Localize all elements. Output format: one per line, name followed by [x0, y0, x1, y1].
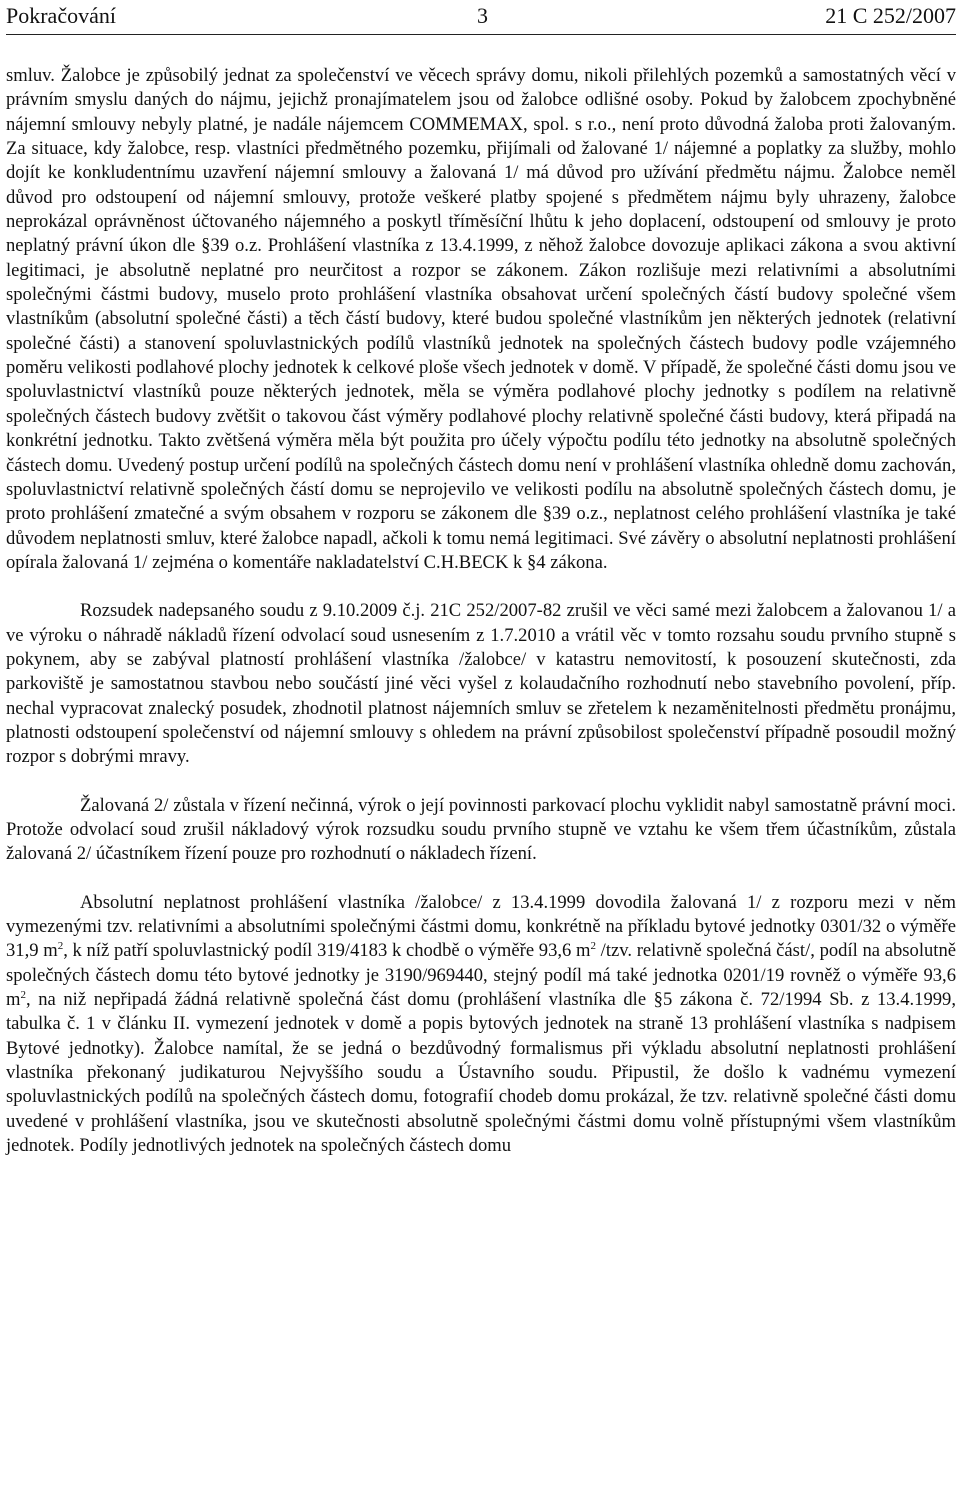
- superscript-2: 2: [590, 940, 596, 953]
- page-header: [6, 0, 956, 40]
- paragraph-spacer: [6, 770, 956, 794]
- paragraph-spacer: [6, 867, 956, 891]
- paragraph-spacer: [6, 575, 956, 599]
- paragraph-4-part-2: , k níž patří spoluvlastnický podíl 319/4183 k chodbě o výměře 93,6 m: [63, 940, 591, 962]
- page-number: 3: [477, 3, 488, 28]
- document-page: [6, 0, 956, 1158]
- case-number: 21 C 252/2007: [825, 3, 956, 28]
- paragraph-4-part-3: /tzv. relativně společná část/, podíl na absolutně společných částech domu této bytové jednotky je 3190/969440, stejný podíl má také jednotka 0201/19 rovněž o výměře 93,6 m: [6, 940, 956, 1011]
- superscript-2: 2: [57, 940, 64, 953]
- paragraph-2: Rozsudek nadepsaného soudu z 9.10.2009 č.j. 21C 252/2007-82 zrušil ve věci samé mezi žalobcem a žalovanou 1/ a ve výroku o náhradě nákladů řízení odvolací soud usnesením z 1.7.2010 a vrátil věc v tomto rozsahu soudu prvního stupně s pokynem, aby se zabýval platností prohlášení vlastníka /žalobce/ v katastru nemovitostí, k posouzení skutečnosti, zda parkoviště je samostatnou stavbou nebo součástí jiné věci vyšel z kolaudačního rozhodnutí nebo stavebního povolení, příp. nechal vypracovat znalecký posudek, zhodnotil platnost nájemních smluv se zřetelem k nezaměnitelnosti předmětu pronájmu, platnosti odstoupení společenství od nájemní smlouvy s ohledem na právní způsobilost společenství případně posoudil možný rozpor s dobrými mravy.: [6, 600, 956, 768]
- header-divider: [6, 34, 956, 35]
- paragraph-4-part-4: , na niž nepřipadá žádná relativně společná část domu (prohlášení vlastníka dle §5 zákona č. 72/1994 Sb. z 13.4.1999, tabulka č. 1 v článku II. vymezení jednotek v domě a popis bytových jednotek na straně 13 prohlášení vlastníka s nadpisem Bytové jednotky). Žalobce namítal, že se jedná o bezdůvodný formalismus při výkladu absolutní neplatnosti prohlášení vlastníka překonaný judikaturou Nejvyššího soudu a Ústavního soudu. Připustil, že došlo k vadnému vymezení spoluvlastnických podílů na společných částech domu, fotografií chodeb domu prokázal, že tzv. relativně společné části domu uvedené v prohlášení vlastníka, jsou ve skutečnosti absolutně společnými částmi domu volně přístupnými všem vlastníkům jednotek. Podíly jednotlivých jednotek na společných částech domu: [6, 989, 956, 1157]
- paragraph-3: Žalovaná 2/ zůstala v řízení nečinná, výrok o její povinnosti parkovací plochu vyklidit nabyl samostatně právní moci. Protože odvolací soud zrušil nákladový výrok rozsudku soudu prvního stupně ve vztahu ke všem třem účastníkům, zůstala žalovaná 2/ účastníkem řízení pouze pro rozhodnutí o nákladech řízení.: [6, 794, 956, 865]
- paragraph-1: smluv. Žalobce je způsobilý jednat za společenství ve věcech správy domu, nikoli přilehlých pozemků a samostatných věcí v právním smyslu daných do nájmu, jejichž pronajímatelem jsou od žalobce odlišné osoby. Pokud by žalobcem zpochybněné nájemní smlouvy nebyly platné, je nadále nájemcem COMMEMAX, spol. s r.o., není proto důvodná žaloba proti žalovaným. Za situace, kdy žalobce, resp. vlastníci předmětného pozemku, přijímali od žalované 1/ nájemné a poplatky za služby, mohlo dojít ke konkludentnímu uzavření nájemní smlouvy a žalovaná 1/ má důvod pro užívání předmětu nájmu. Žalobce neměl důvod pro odstoupení od nájemní smlouvy, protože veškeré platby spojené s předmětem nájmu byly uhrazeny, žalobce neprokázal oprávněnost účtovaného nájemného a poskytl tříměsíční lhůtu k jeho doplacení, odstoupení od smlouvy je proto neplatný právní úkon dle §39 o.z. Prohlášení vlastníka z 13.4.1999, z něhož žalobce dovozuje aplikaci zákona a svou aktivní legitimaci, je absolutně neplatné pro neurčitost a rozpor se zákonem. Zákon rozlišuje mezi relativními a absolutními společnými částmi budovy, muselo proto prohlášení vlastníka obsahovat určení společných částí budovy společné všem vlastníkům (absolutní společné části) a těch částí budovy, které budou společné vlastníkům jen některých jednotek (relativní společné části) a stanovení spoluvlastnických podílů vlastníků jednotek na společných částech budovy podle vzájemného poměru velikosti podlahové plochy jednotek k celkové ploše všech jednotek v domě. V případě, že společné části domu jsou ve spoluvlastnictví vlastníků pouze některých jednotek, měla se výměra podlahové plochy jednotky s podílem na relativně společných částech budovy zvětšit o takovou část výměry podlahové plochy relativně společné části budovy, která připadá na konkrétní jednotku. Takto zvětšená výměra měla být použita pro účely výpočtu podílu této jednotky na absolutně společných částech domu. Uvedený postup určení podílů na společných částech domu není v prohlášení vlastníka ohledně domu zachován, spoluvlastnictví relativně společných částí domu se neprojevilo ve velikosti podílu na absolutně společných částech domu, je proto prohlášení zmatečné a svým obsahem v rozporu se zákonem dle §39 o.z., neplatnost celého prohlášení vlastníka je také důvodem neplatnosti smluv, které žalobce napadl, ačkoli k tomu nemá legitimaci. Své závěry o absolutní neplatnosti prohlášení opírala žalovaná 1/ zejména o komentáře nakladatelství C.H.BECK k §4 zákona.: [6, 65, 956, 573]
- superscript-2: 2: [20, 988, 26, 1001]
- header-continuation-label: Pokračování: [6, 3, 116, 28]
- paragraph-4: [6, 891, 956, 1159]
- paragraph-4-part-1: Absolutní neplatnost prohlášení vlastníka /žalobce/ z 13.4.1999 dovodila žalovaná 1/ z rozporu mezi v něm vymezenými tzv. relativními a absolutními společnými částmi domu, konkrétně na příkladu bytové jednotky 0301/32 o výměře 31,9 m: [6, 891, 956, 962]
